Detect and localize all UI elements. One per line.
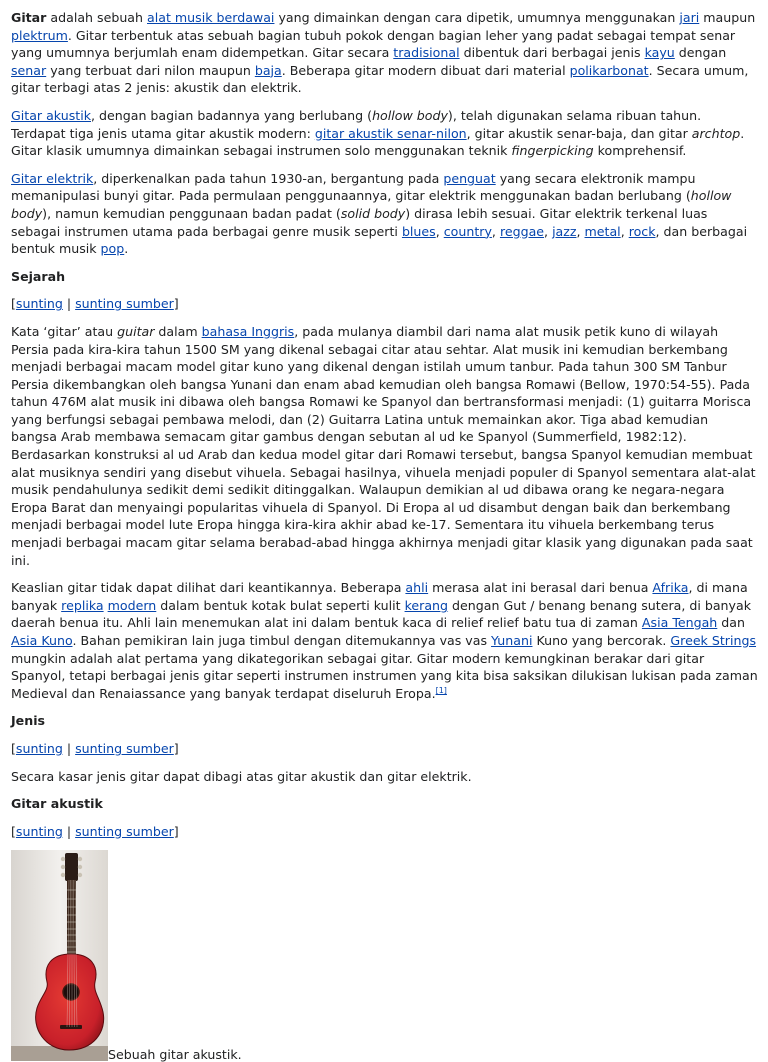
text-run: dengan [674,45,727,61]
article-link[interactable]: rock [628,223,656,239]
edit-links-sejarah: [sunting | sunting sumber] [11,296,179,312]
text-run: ), namun kemudian penggunaan badan padat ( [42,205,341,221]
italic-term: archtop [691,125,741,141]
text-run: , [544,223,553,239]
article-link[interactable]: bahasa Inggris [201,323,295,339]
text-run: komprehensif. [593,143,687,159]
edit-source-link[interactable]: sunting sumber [75,296,174,312]
acoustic-guitar-image[interactable] [11,850,108,1061]
article-link[interactable]: blues [401,223,436,239]
citation [436,686,447,695]
italic-term: hollow body [11,188,732,221]
text-run: Keaslian gitar tidak dapat dilihat dari keantikannya. Beberapa [11,580,406,596]
italic-term: solid body [340,205,406,221]
acoustic-paragraph [11,107,758,160]
article-link[interactable]: Asia Tengah [641,615,718,631]
text-run: , gitar akustik senar-baja, dan gitar [466,125,692,141]
electric-paragraph [11,170,758,258]
edit-source-link[interactable]: sunting sumber [75,823,174,839]
history-paragraph-2 [11,579,758,702]
edit-source-link[interactable]: sunting sumber [75,740,174,756]
article-link[interactable]: Asia Kuno [11,633,73,648]
article-link[interactable]: jazz [552,223,577,239]
section-heading-jenis: Jenis [11,713,46,729]
article-link[interactable]: reggae [499,223,545,239]
text-run: , dan berbagai bentuk musik [11,223,748,257]
text-run: , [491,223,500,239]
text-run: , [620,223,629,239]
text-run: mungkin adalah alat pertama yang dikategorikan sebagai gitar. Gitar modern kemungkinan berakar dari gitar Spanyol, tetapi berbagai jenis gitar seperti instrumen instrumen yang kita bisa saksikan dilukisan lukisan pada zaman Medieval dan Renaiassance yang banyak terdapat diseluruh Eropa. [11,650,758,701]
section-heading-gitar-akustik: Gitar akustik [11,796,103,812]
text-run: , [435,223,444,239]
text-run: . [124,241,129,257]
text-run: dalam bentuk kotak bulat seperti kulit [156,597,405,613]
article-link[interactable]: senar [11,62,47,78]
bold-term: Gitar [11,10,47,25]
text-run: , pada mulanya diambil dari nama alat musik petik kuno di wilayah Persia pada kira-kira tahun 1500 SM yang dikenal sebagai citar atau sehtar. Alat musik ini kemudian berkembang menjadi berbagai macam model gitar kuno yang dikenal dengan istilah umum tanbur. Pada tahun 300 SM Tanbur Persia dikembangkan oleh bangsa Yunani dan enam abad kemudian oleh bangsa Romawi (Bellow, 1970:54-55). Pada tahun 476M alat musik ini dibawa oleh bangsa Romawi ke Spanyol dan bertransformasi menjadi: (1) guitarra Morisca yang berfungsi sebagai pembawa melodi, dan (2) Guitarra Latina untuk memainkan akor. Tiga abad kemudian bangsa Arab membawa semacam gitar gambus dengan sebutan al ud ke Spanyol (Summerfield, 1982:12). Berdasarkan konstruksi al ud Arab dan kedua model gitar dari Romawi tersebut, bangsa Spanyol kemudian membuat alat musiknya sendiri yang disebut vihuela. Sebagai hasilnya, vihuela menjadi populer di Spanyol sementara alat-alat musik pendahulunya sedikit demi sedikit ditinggalkan. Walaupun demikian al ud dibawa orang ke negara-negara Eropa Barat dan menyaingi popularitas vihuela di Spanyol. Di Eropa al ud disambut dengan baik dan berkembang menjadi berbagai model lute Eropa hingga kira-kira akhir abad ke-17. Sementara itu vihuela berkembang terus menjadi berbagai macam gitar selama berabad-abad hingga akhirnya menjadi gitar klasik yang digunakan pada saat ini. [11,323,756,568]
text-run: yang dimainkan dengan cara dipetik, umumnya menggunakan [274,10,680,25]
text-run: , dengan bagian badannya yang berlubang ( [91,107,373,123]
text-run: , [576,223,585,239]
intro-paragraph [11,9,758,97]
article-link[interactable]: replika [61,597,104,613]
text-run: yang terbuat dari nilon maupun [46,62,255,78]
figure-caption: Sebuah gitar akustik. [108,1047,242,1062]
article-link[interactable]: pop [100,241,125,257]
article-link[interactable]: plektrum [11,27,68,43]
edit-links-gitar-akustik: [sunting | sunting sumber] [11,823,179,839]
text-run: dengan Gut / benang benang sutera, di banyak daerah benua itu. Ahli lain menemukan alat ini dalam bentuk kaca di relief relief batu tua di zaman [11,597,752,631]
text-run: . Gitar klasik umumnya dimainkan sebagai instrumen solo menggunakan teknik [11,125,745,159]
italic-term: hollow body [372,107,448,123]
text-run: yang secara elektronik mampu memanipulasi bunyi gitar. Pada permulaan penggunaannya, gitar elektrik menggunakan badan berlubang ( [11,170,696,204]
text-run: , di mana banyak [11,580,748,613]
text-run: ), telah digunakan selama ribuan tahun. Terdapat tiga jenis utama gitar akustik modern: [11,107,702,141]
edit-link[interactable]: sunting [15,740,63,756]
section-heading-sejarah: Sejarah [11,268,66,284]
types-paragraph: Secara kasar jenis gitar dapat dibagi atas gitar akustik dan gitar elektrik. [11,768,472,784]
text-run: . Secara umum, gitar terbagi atas 2 jenis: akustik dan elektrik. [11,62,749,96]
text-run: Kata ‘gitar’ atau [11,323,118,339]
history-paragraph-1 [11,323,758,569]
article-link[interactable]: Gitar akustik [11,107,91,123]
article-link[interactable]: gitar akustik senar-nilon [314,125,467,141]
article-link[interactable]: country [443,223,492,239]
article-link[interactable]: Greek Strings [670,633,757,648]
text-run: dalam [154,323,202,339]
article-link[interactable]: Afrika [652,580,689,596]
article-link[interactable]: modern [107,597,157,613]
text-run: Kuno yang bercorak. [532,633,671,648]
text-run: . Bahan pemikiran lain juga timbul dengan ditemukannya vas vas [72,633,492,648]
edit-link[interactable]: sunting [15,296,63,312]
article-link[interactable]: penguat [443,170,496,186]
article-link[interactable]: tradisional [393,45,460,61]
text-run: merasa alat ini berasal dari benua [428,580,653,596]
article-link[interactable]: ahli [405,580,429,596]
article-link[interactable]: jari [679,10,700,25]
text-run: maupun [699,10,756,25]
italic-term: guitar [117,323,155,339]
article-link[interactable]: metal [584,223,621,239]
article-link[interactable]: kerang [404,597,449,613]
text-run: dibentuk dari berbagai jenis [459,45,645,61]
italic-term: fingerpicking [511,143,594,159]
edit-links-jenis: [sunting | sunting sumber] [11,740,179,756]
text-run: , diperkenalkan pada tahun 1930-an, bergantung pada [93,170,444,186]
article-link[interactable]: kayu [644,45,675,61]
text-run: ) dirasa lebih sesuai. Gitar elektrik terkenal luas sebagai instrumen utama pada berbagai genre musik seperti [11,205,708,239]
article-link[interactable]: polikarbonat [569,62,649,78]
article-link[interactable]: Yunani [491,633,533,648]
text-run: . Beberapa gitar modern dibuat dari material [281,62,570,78]
text-run: adalah sebuah [46,10,148,25]
text-run: . Gitar terbentuk atas sebuah bagian tubuh pokok dengan bagian leher yang padat sebagai tempat senar yang umumnya berjumlah enam didempetkan. Gitar secara [11,27,736,61]
edit-link[interactable]: sunting [15,823,63,839]
citation-link[interactable]: [1] [435,685,447,695]
article-link[interactable]: baja [254,62,282,78]
article-link[interactable]: alat musik berdawai [147,10,275,25]
text-run: dan [717,615,745,631]
article-link[interactable]: Gitar elektrik [11,170,94,186]
acoustic-guitar-figure [11,850,758,1061]
